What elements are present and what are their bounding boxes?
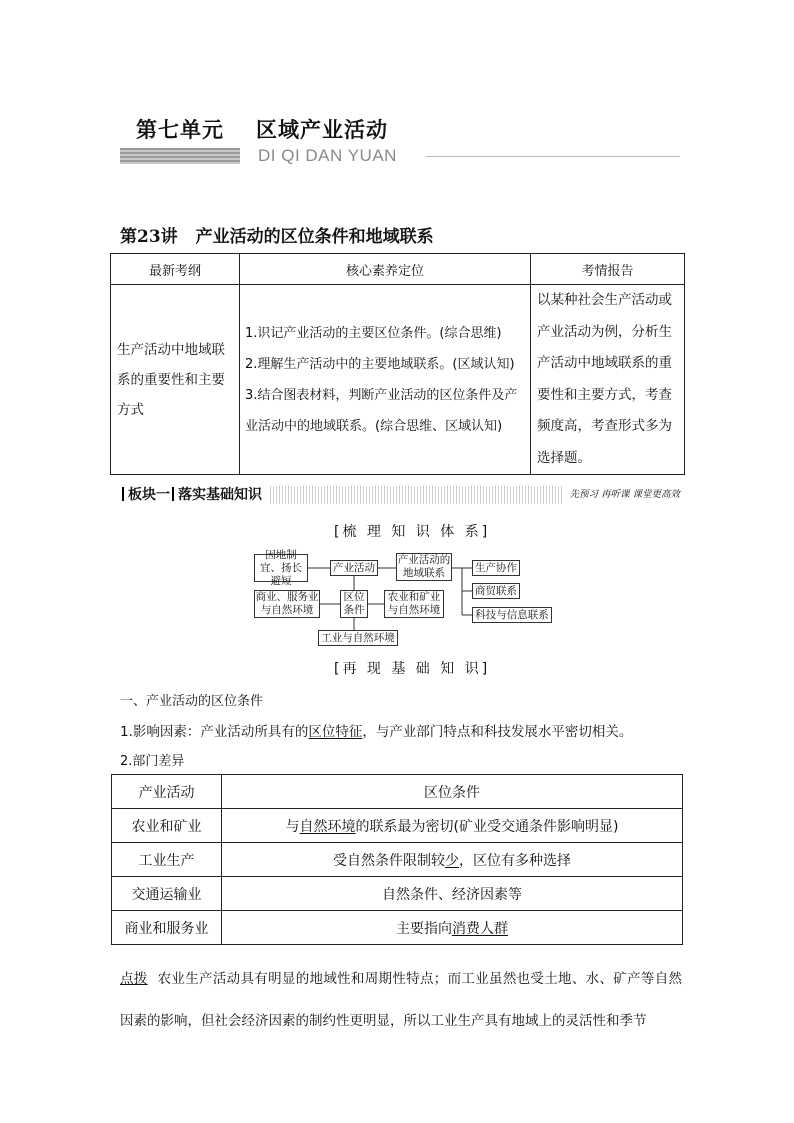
table-row (112, 809, 683, 843)
condition-cell (222, 843, 683, 877)
unit-pinyin: DI QI DAN YUAN (258, 146, 397, 165)
factor-paragraph (120, 720, 632, 740)
table-row (112, 877, 683, 911)
syllabus-cell: 生产活动中地域联系的重要性和主要方式 (111, 285, 240, 475)
sector-cell: 工业生产 (112, 843, 222, 877)
factor-text-post: ，与产业部门特点和科技发展水平密切相关。 (362, 724, 633, 740)
overview-table-header (111, 254, 685, 285)
tip-paragraph (120, 958, 682, 1042)
report-cell: 以某种社会生产活动或产业活动为例，分析生产活动中地域联系的重要性和主要方式，考查频度高，考查形式多为选择题。 (531, 285, 685, 475)
condition-cell (222, 877, 683, 911)
node-production-coop: 生产协作 (472, 560, 520, 576)
overview-table (110, 253, 685, 475)
sector-cell: 商业和服务业 (112, 911, 222, 945)
section-marker (122, 487, 124, 501)
section-divider (172, 487, 174, 501)
lesson-number: 第23讲 (120, 227, 178, 247)
condition-keyword: 少 (445, 852, 459, 869)
header-location: 区位条件 (222, 775, 683, 809)
tip-text: 农业生产活动具有明显的地域性和周期性特点；而工业虽然也受土地、水、矿产等自然因素的影响，但社会经济因素的制约性更明显，所以工业生产具有地域上的灵活性和季节 (120, 971, 683, 1029)
node-regional-links: 产业活动的地域联系 (397, 554, 451, 579)
knowledge-diagram (250, 548, 560, 648)
sector-table-header (112, 775, 683, 809)
factor-text-pre: 产业活动所具有的 (200, 724, 309, 740)
node-agri-mining-environment: 农业和矿业与自然环境 (384, 590, 444, 618)
factor-keyword: 区位特征 (308, 724, 363, 740)
condition-post: 自然条件、经济因素等 (382, 886, 522, 903)
section-slogan: 先预习 再听课 课堂更高效 (563, 486, 680, 504)
table-row (112, 911, 683, 945)
header-sector: 产业活动 (112, 775, 222, 809)
factor-label: 1.影响因素： (120, 724, 201, 740)
overview-table-row (111, 285, 685, 475)
section-label (120, 486, 268, 504)
header-literacy: 核心素养定位 (240, 254, 531, 285)
node-tech-info-links: 科技与信息联系 (472, 607, 552, 623)
unit-number: 第七单元 (136, 117, 224, 142)
condition-post: 的联系最为密切(矿业受交通条件影响明显) (355, 818, 619, 835)
condition-keyword: 自然环境 (299, 818, 356, 835)
knowledge-system-title: [梳 理 知 识 体 系] (334, 524, 491, 540)
literacy-item: 2.理解生产活动中的主要地域联系。(区域认知) (245, 356, 515, 372)
node-industry-activity: 产业活动 (330, 560, 378, 576)
node-commerce-environment: 商业、服务业与自然环境 (255, 591, 319, 616)
table-row (112, 843, 683, 877)
sector-cell: 交通运输业 (112, 877, 222, 911)
diff-heading: 2.部门差异 (120, 754, 185, 769)
literacy-item: 1.识记产业活动的主要区位条件。(综合思维) (245, 325, 502, 341)
literacy-cell (240, 285, 531, 475)
sector-cell: 农业和矿业 (112, 809, 222, 843)
section-band (120, 486, 680, 504)
condition-pre: 主要指向 (396, 920, 452, 937)
part1-heading: 一、产业活动的区位条件 (120, 694, 264, 709)
node-industry-environment: 工业与自然环境 (318, 630, 398, 646)
section-label-b: 落实基础知识 (178, 487, 262, 503)
condition-post: ，区位有多种选择 (459, 852, 571, 869)
condition-keyword: 消费人群 (452, 920, 508, 937)
node-location-conditions: 区位条件 (340, 590, 368, 618)
condition-cell (222, 809, 683, 843)
condition-pre: 受自然条件限制较 (333, 852, 445, 869)
condition-cell (222, 911, 683, 945)
unit-title: 区域产业活动 (256, 117, 388, 142)
lesson-title: 产业活动的区位条件和地域联系 (195, 227, 434, 247)
sector-table (111, 774, 683, 945)
tip-tag: 点拨 (120, 971, 148, 987)
literacy-item: 3.结合图表材料，判断产业活动的区位条件及产业活动中的地域联系。(综合思维、区域认知) (245, 387, 518, 434)
knowledge-review-title: [再 现 基 础 知 识] (334, 661, 491, 677)
unit-header-bar (120, 148, 240, 164)
header-syllabus: 最新考纲 (111, 254, 240, 285)
header-report: 考情报告 (531, 254, 685, 285)
condition-pre: 与 (285, 818, 300, 835)
node-trade-links: 商贸联系 (472, 583, 520, 599)
node-local-advantage: 因地制宜、扬长避短 (254, 554, 308, 582)
unit-header-rule (426, 156, 680, 157)
section-label-a: 板块一 (128, 487, 170, 503)
unit-heading (136, 114, 388, 144)
lesson-heading (120, 222, 434, 247)
